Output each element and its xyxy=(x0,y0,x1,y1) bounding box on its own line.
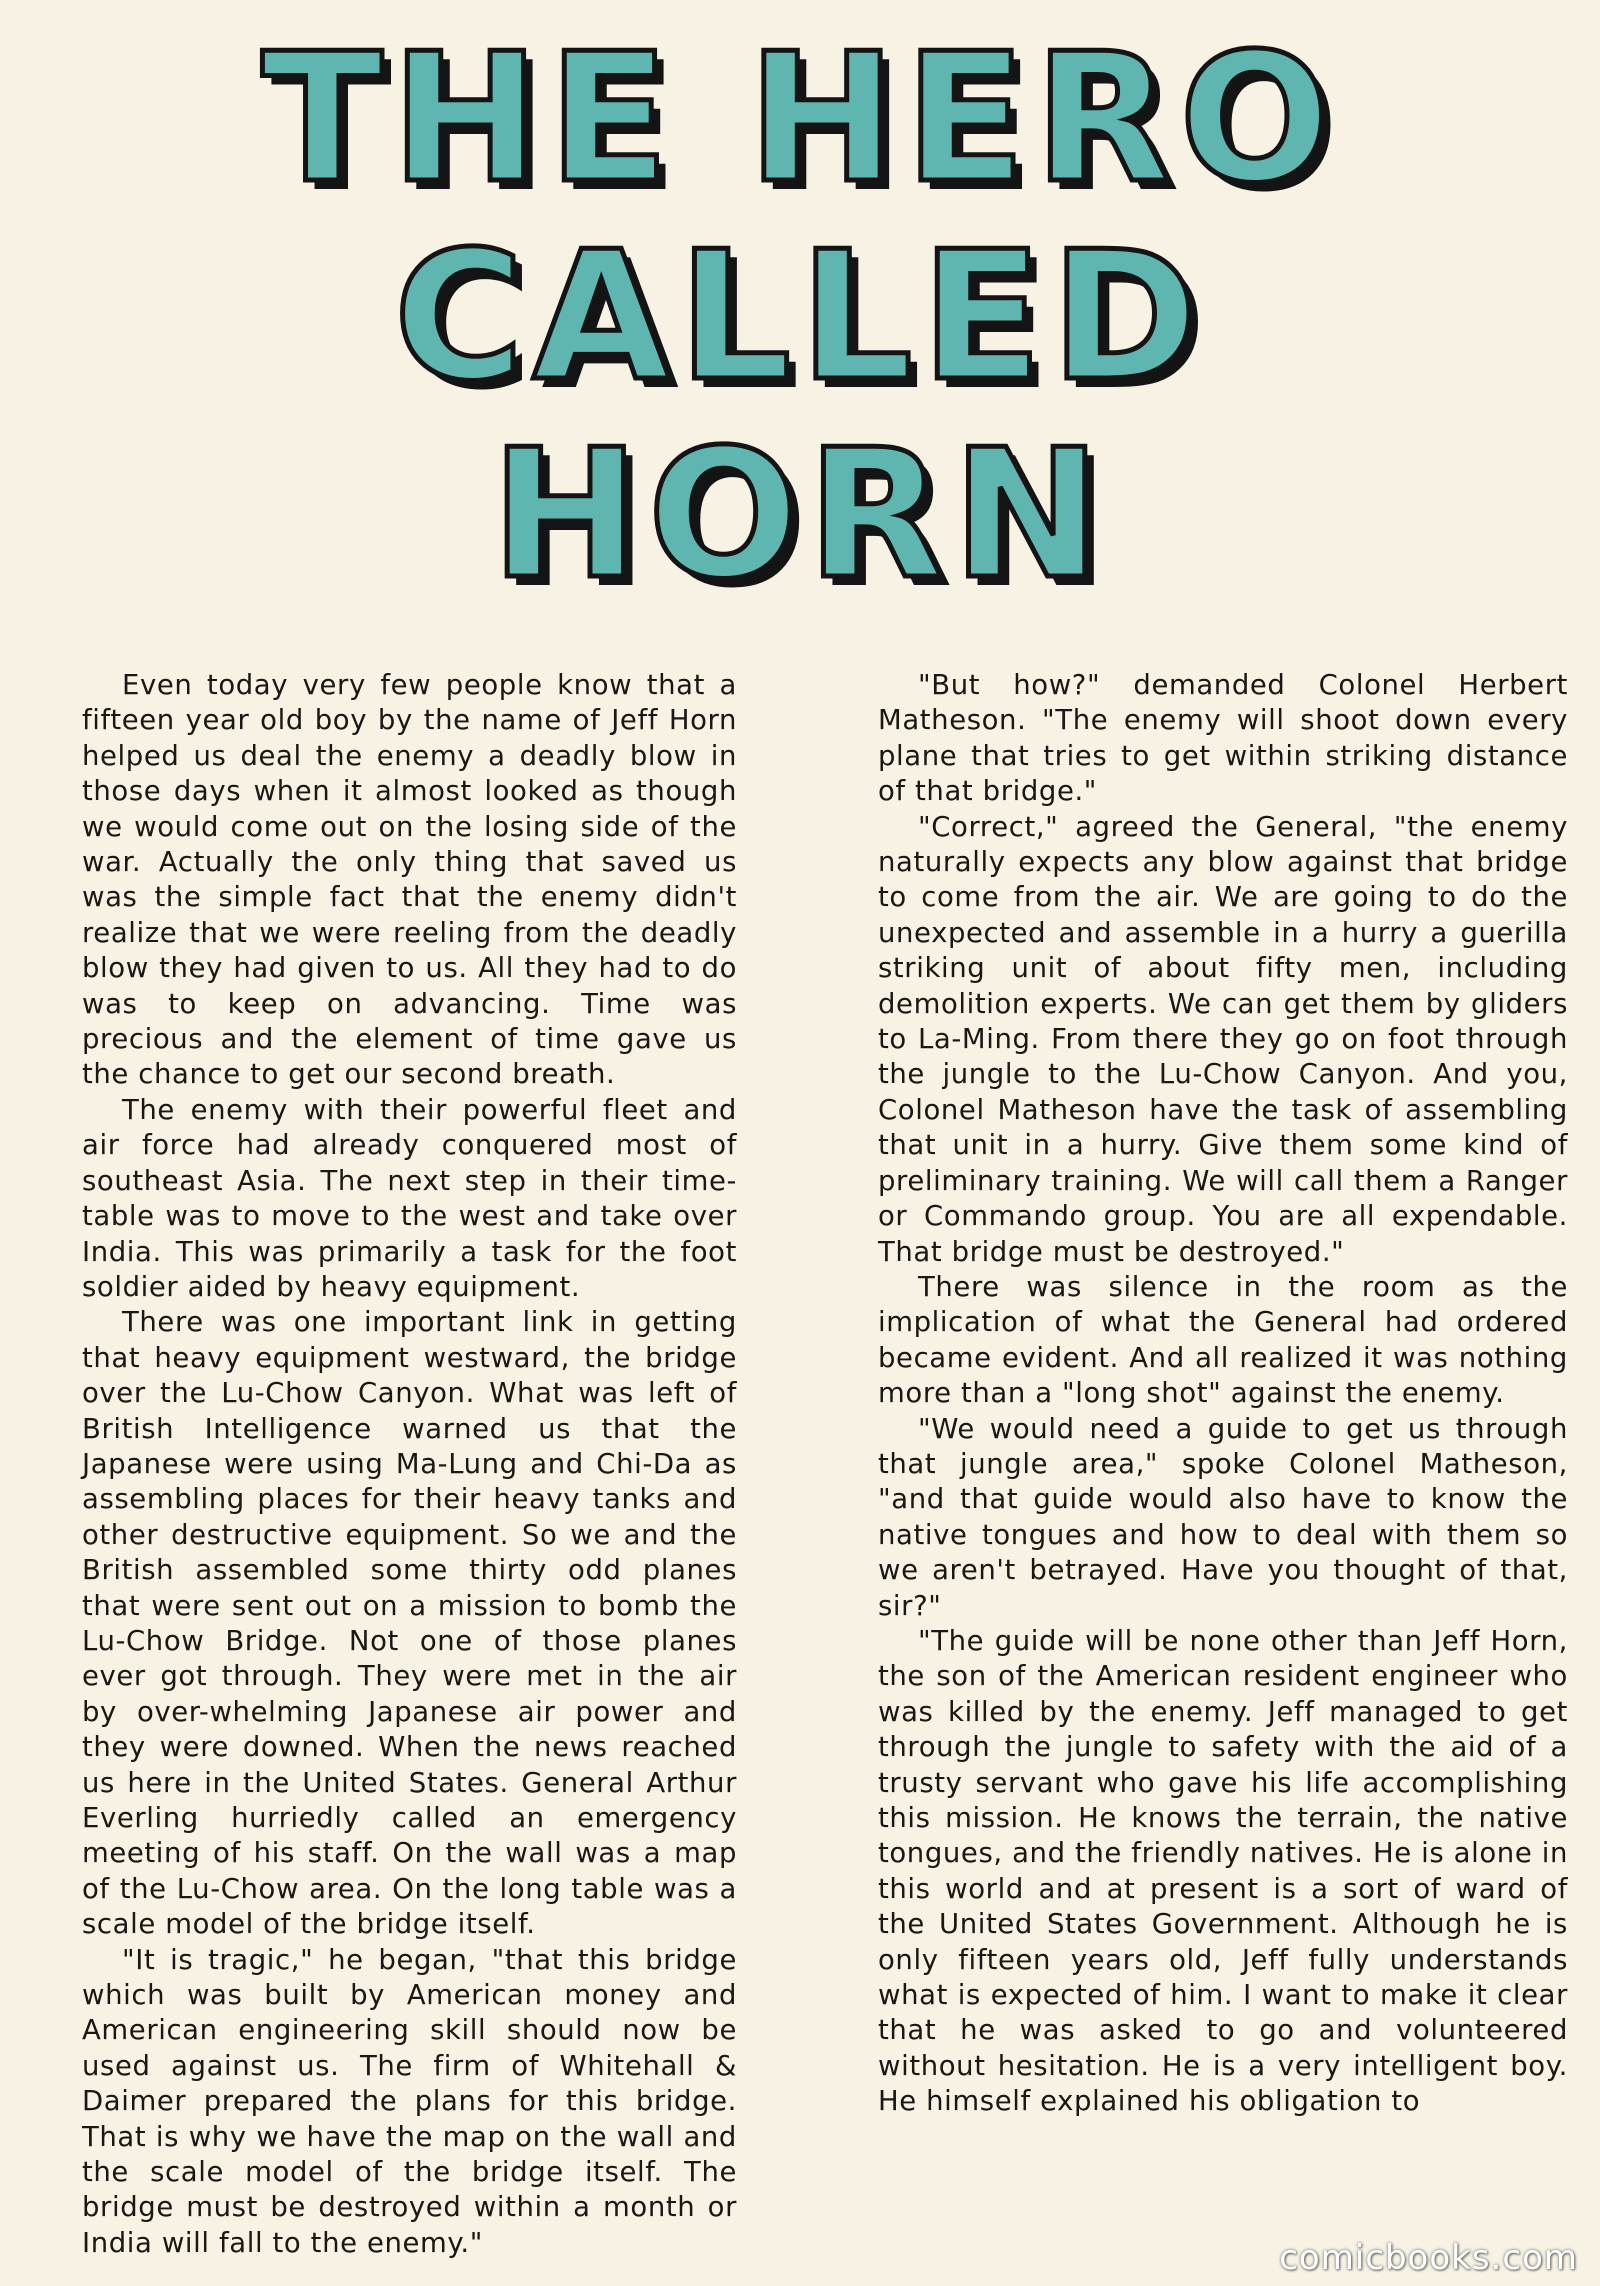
right-text-column xyxy=(878,668,1568,2120)
paragraph: The enemy with their powerful fleet and air force had already conquered most of southeast Asia. The next step in their time-table was to move to the west and take over India. This was primarily a task for the foot soldier aided by heavy equipment. xyxy=(82,1093,737,1303)
paragraph: "But how?" demanded Colonel Herbert Matheson. "The enemy will shoot down every plane that tries to get within striking distance of that bridge." xyxy=(878,669,1568,808)
paragraph: "The guide will be none other than Jeff Horn, the son of the American resident engineer who was killed by the enemy. Jeff managed to get through the jungle to safety with the aid of a trusty servant who gave his life accomplishing this mission. He knows the terrain, the native tongues, and the friendly natives. He is alone in this world and at present is a sort of ward of the United States Government. Although he is only fifteen years old, Jeff fully understands what is expected of him. I want to make it clear that he was asked to go and volunteered without hesitation. He is a very intelligent boy. He himself explained his obligation to xyxy=(878,1624,1568,2118)
left-text-column xyxy=(82,668,737,2261)
paragraph: "Correct," agreed the General, "the enemy naturally expects any blow against that bridge to come from the air. We are going to do the unexpected and assemble in a hurry a guerilla striking unit of about fifty men, including demolition experts. We can get them by gliders to La-Ming. From there they go on foot through the jungle to the Lu-Chow Canyon. And you, Colonel Matheson have the task of assembling that unit in a hurry. Give them some kind of preliminary training. We will call them a Ranger or Commando group. You are all expendable. That bridge must be destroyed." xyxy=(878,810,1568,1268)
title-line-3: HORN xyxy=(490,411,1110,618)
paragraph: Even today very few people know that a fifteen year old boy by the name of Jeff Horn helped us deal the enemy a deadly blow in those days when it almost looked as though we would come out on the losing side of the war. Actually the only thing that saved us was the simple fact that the enemy didn't realize that we were reeling from the deadly blow they had given to us. All they had to do was to keep on advancing. Time was precious and the element of time gave us the chance to get our second breath. xyxy=(82,669,737,1091)
title-line-1: THE HERO xyxy=(261,15,1339,222)
paragraph: "It is tragic," he began, "that this bridge which was built by American money and American engineering skill should now be used against us. The firm of Whitehall & Daimer prepared the plans for this bridge. That is why we have the map on the wall and the scale model of the bridge itself. The bridge must be destroyed within a month or India will fall to the enemy." xyxy=(82,1943,737,2259)
story-title xyxy=(0,15,1600,618)
paragraph: "We would need a guide to get us through that jungle area," spoke Colonel Matheson, "and that guide would also have to know the native tongues and how to deal with them so we aren't betrayed. Have you thought of that, sir?" xyxy=(878,1412,1568,1622)
title-line-2: CALLED xyxy=(393,213,1207,420)
site-watermark: comicbooks.com xyxy=(1279,2238,1578,2278)
paragraph: There was silence in the room as the implication of what the General had ordered became evident. And all realized it was nothing more than a "long shot" against the enemy. xyxy=(878,1270,1568,1410)
paragraph: There was one important link in getting that heavy equipment westward, the bridge over the Lu-Chow Canyon. What was left of British Intelligence warned us that the Japanese were using Ma-Lung and Chi-Da as assembling places for their heavy tanks and other destructive equipment. So we and the British assembled some thirty odd planes that were sent out on a mission to bomb the Lu-Chow Bridge. Not one of those planes ever got through. They were met in the air by over-whelming Japanese air power and they were downed. When the news reached us here in the United States. General Arthur Everling hurriedly called an emergency meeting of his staff. On the wall was a map of the Lu-Chow area. On the long table was a scale model of the bridge itself. xyxy=(82,1306,737,1941)
